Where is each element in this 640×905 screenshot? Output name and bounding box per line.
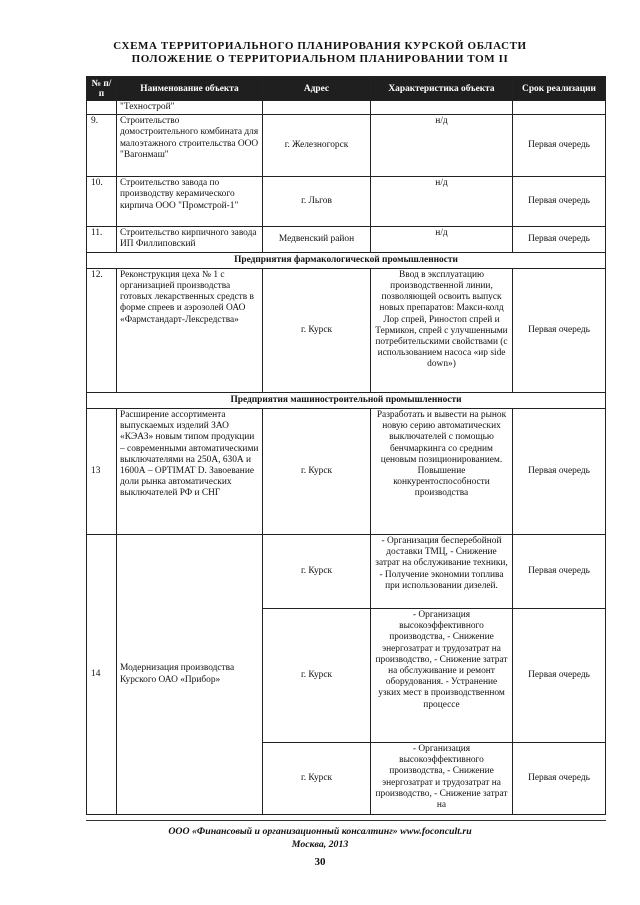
row-characteristic: - Организация высокоэффективного производства, - Снижение энергозатрат и трудозатрат на производство, - Снижение затрат на — [371, 743, 513, 815]
document-title: СХЕМА ТЕРРИТОРИАЛЬНОГО ПЛАНИРОВАНИЯ КУРСКОЙ ОБЛАСТИ — [113, 40, 527, 52]
row-address: г. Курск — [263, 268, 371, 392]
row-num: 11. — [87, 227, 117, 252]
row-term: Первая очередь — [513, 743, 606, 815]
table-row — [87, 101, 606, 115]
col-header-characteristic: Характеристика объекта — [371, 77, 513, 101]
projects-table — [86, 76, 606, 815]
row-num: 12. — [87, 268, 117, 392]
table-row — [87, 268, 606, 392]
row-name: Модернизация производства Курского ОАО «Прибор» — [117, 535, 263, 815]
row-address: г. Железногорск — [263, 115, 371, 177]
page-number: 30 — [314, 856, 326, 868]
footer-city-year: Москва, 2013 — [291, 839, 349, 850]
section-row — [87, 252, 606, 268]
table-header-row — [87, 77, 606, 101]
row-term: Первая очередь — [513, 115, 606, 177]
row-num: 13 — [87, 409, 117, 535]
col-header-address: Адрес — [263, 77, 371, 101]
table-row — [87, 115, 606, 177]
row-characteristic: н/д — [371, 227, 513, 252]
table-row — [87, 227, 606, 252]
row-characteristic: Ввод в эксплуатацию производственной линии, позволяющей освоить выпуск новых препаратов: Макси-колд Лор спрей, Риностоп спрей и Термикон, спрей с улучшенными потребительскими свойствами (с использованием насоса «ир side down») — [371, 268, 513, 392]
section-row — [87, 392, 606, 408]
footer-divider — [86, 820, 606, 821]
row-address: г. Курск — [263, 535, 371, 609]
row-name: Реконструкция цеха № 1 с организацией производства готовых лекарственных средств в форме спреев и аэрозолей ОАО «Фармстандарт-Лексредства» — [117, 268, 263, 392]
section-title-machine: Предприятия машиностроительной промышленности — [87, 392, 606, 408]
row-term: Первая очередь — [513, 227, 606, 252]
row-characteristic: Разработать и вывести на рынок новую серию автоматических выключателей с помощью бенчмаркинга со средним ценовым позиционированием. Повышение конкурентоспособности производства — [371, 409, 513, 535]
row-term: Первая очередь — [513, 409, 606, 535]
row-name: Строительство завода по производству керамического кирпича ООО "Промстрой-1" — [117, 177, 263, 227]
table-row — [87, 177, 606, 227]
row-characteristic: - Организация бесперебойной доставки ТМЦ, - Снижение затрат на обслуживание техники, - Получение экономии топлива при использовании дизелей. — [371, 535, 513, 609]
row-name: "Технострой" — [117, 101, 263, 115]
row-term: Первая очередь — [513, 535, 606, 609]
row-characteristic: - Организация высокоэффективного производства, - Снижение энергозатрат и трудозатрат на производство, - Снижение затрат на обслуживание и ремонт оборудования. - Устранение узких мест в производственном процессе — [371, 609, 513, 743]
row-name: Строительство кирпичного завода ИП Филлиповский — [117, 227, 263, 252]
row-address: г. Курск — [263, 609, 371, 743]
row-term: Первая очередь — [513, 609, 606, 743]
row-address: г. Льгов — [263, 177, 371, 227]
table-row — [87, 409, 606, 535]
row-name: Расширение ассортимента выпускаемых изделий ЗАО «КЭАЗ» новым типом продукции – современными автоматическими выключателями на 250А, 630А и 1600А – OPTIMAT D. Завоевание доли рынка автоматических выключателей РФ и СНГ — [117, 409, 263, 535]
row-characteristic: н/д — [371, 177, 513, 227]
section-title-pharma: Предприятия фармакологической промышленности — [87, 252, 606, 268]
document-subtitle: ПОЛОЖЕНИЕ О ТЕРРИТОРИАЛЬНОМ ПЛАНИРОВАНИИ ТОМ II — [131, 53, 509, 65]
row-characteristic: н/д — [371, 115, 513, 177]
row-num: 10. — [87, 177, 117, 227]
col-header-term: Срок реализации — [513, 77, 606, 101]
row-address: г. Курск — [263, 409, 371, 535]
row-name: Строительство домостроительного комбината для малоэтажного строительства ООО "Вагонмаш" — [117, 115, 263, 177]
col-header-num: № п/п — [87, 77, 117, 101]
row-num: 9. — [87, 115, 117, 177]
row-term: Первая очередь — [513, 268, 606, 392]
row-address: Медвенский район — [263, 227, 371, 252]
table-row — [87, 535, 606, 609]
row-term: Первая очередь — [513, 177, 606, 227]
row-num: 14 — [87, 535, 117, 815]
footer-company: ООО «Финансовый и организационный консалтинг» www.foconcult.ru — [168, 826, 472, 837]
row-address: г. Курск — [263, 743, 371, 815]
col-header-name: Наименование объекта — [117, 77, 263, 101]
